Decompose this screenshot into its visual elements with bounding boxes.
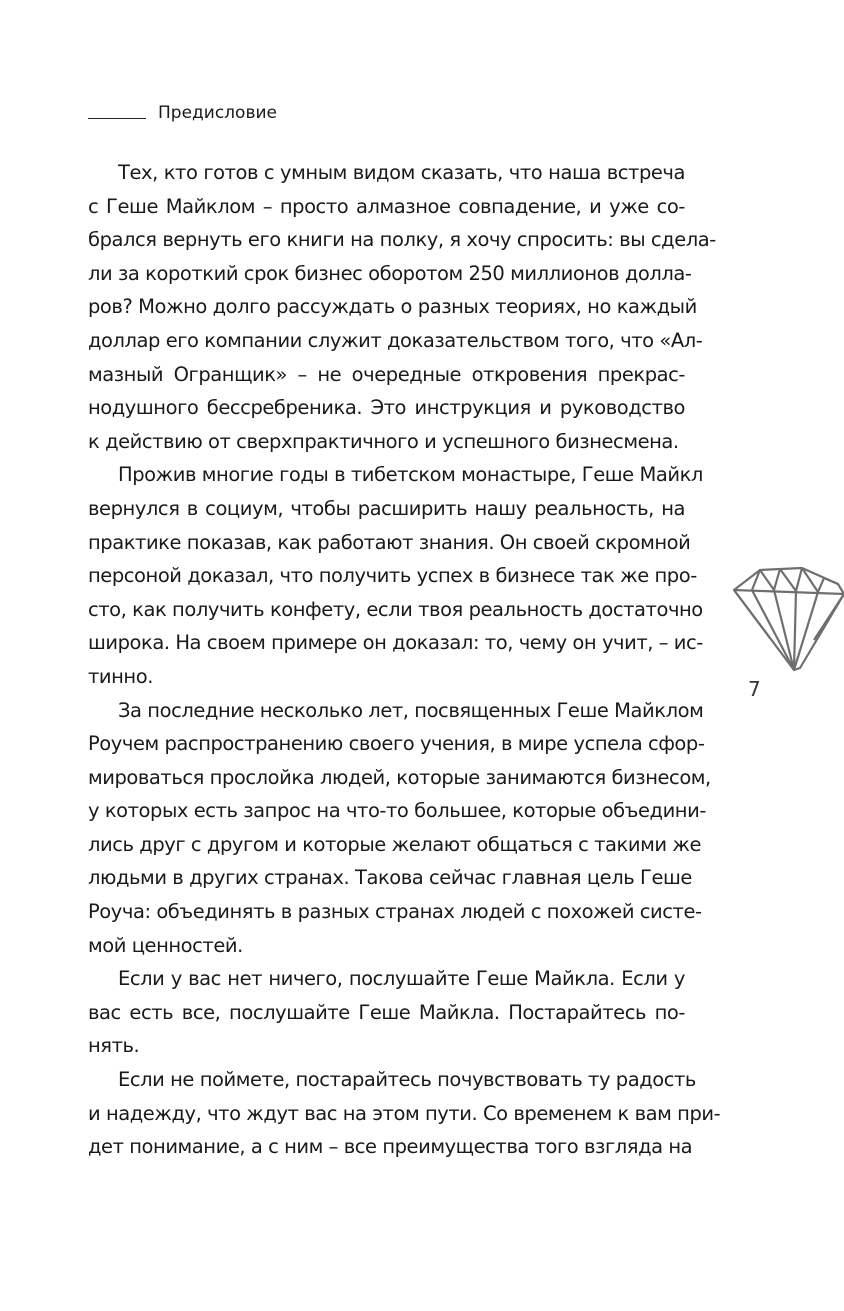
paragraph [88,156,716,458]
text-line: персоной доказал, что получить успех в бизнесе так же про- [88,564,697,588]
text-line: мазный Огранщик» – не очередные откровения прекрас- [88,362,685,386]
text-line: Прожив многие годы в тибетском монастыре, Геше Майкл [118,463,703,487]
diamond-icon [730,560,844,674]
text-line: практике показав, как работают знания. Он своей скромной [88,530,691,554]
text-line: брался вернуть его книги на полку, я хочу спросить: вы сделa- [88,228,716,252]
text-line: у которых есть запрос на что-то большее, которые объедини- [88,799,706,823]
text-line: дет понимание, а с ним – все преимущества того взгляда на [88,1135,693,1159]
text-line: Роуча: объединять в разных странах людей с похожей систе- [88,900,702,924]
text-line: лись друг с другом и которые желают общаться с такими же [88,832,701,856]
paragraph [88,694,711,963]
text-line: Если не поймете, постарайтесь почувствовать ту радость [118,1068,696,1092]
text-line: к действию от сверхпрактичного и успешного бизнесмена. [88,429,679,453]
text-line: ли за короткий срок бизнес оборотом 250 миллионов долла- [88,261,692,285]
text-line: вас есть все, послушайте Геше Майкла. Постарайтесь по- [88,1000,685,1024]
paragraph [88,458,703,693]
text-line: с Геше Майклом – просто алмазное совпадение, и уже со- [88,194,685,218]
text-line: сто, как получить конфету, если твоя реальность достаточно [88,597,703,621]
paragraph [88,962,685,1063]
text-line: широка. На своем примере он доказал: то, чему он учит, – ис- [88,631,703,655]
text-line: мироваться прослойка людей, которые занимаются бизнесом, [88,765,711,789]
text-line: мой ценностей. [88,933,243,957]
text-line: нодушного бессребреника. Это инструкция и руководство [88,396,685,420]
text-line: Если у вас нет ничего, послушайте Геше Майкла. Если у [118,967,685,991]
page-body [88,156,721,1164]
text-line: нять. [88,1034,140,1058]
text-line: Роучем распространению своего учения, в мире успела сфор- [88,732,705,756]
text-line: вернулся в социум, чтобы расширить нашу реальность, на [88,496,685,520]
page-number: 7 [748,677,761,701]
text-line: ров? Можно долго рассуждать о разных теориях, но каждый [88,295,697,319]
header-rule [88,118,146,119]
text-line: и надежду, что ждут вас на этом пути. Со временем к вам при- [88,1101,721,1125]
text-line: Тех, кто готов с умным видом сказать, что наша встреча [118,161,685,184]
text-line: людьми в других странах. Такова сейчас главная цель Геше [88,866,692,890]
text-line: За последние несколько лет, посвященных Геше Майклом [118,698,704,722]
paragraph [88,1063,721,1164]
text-line: доллар его компании служит доказательством того, что «Ал- [88,328,703,352]
text-line: тинно. [88,664,153,688]
running-header: Предисловие [158,103,277,123]
